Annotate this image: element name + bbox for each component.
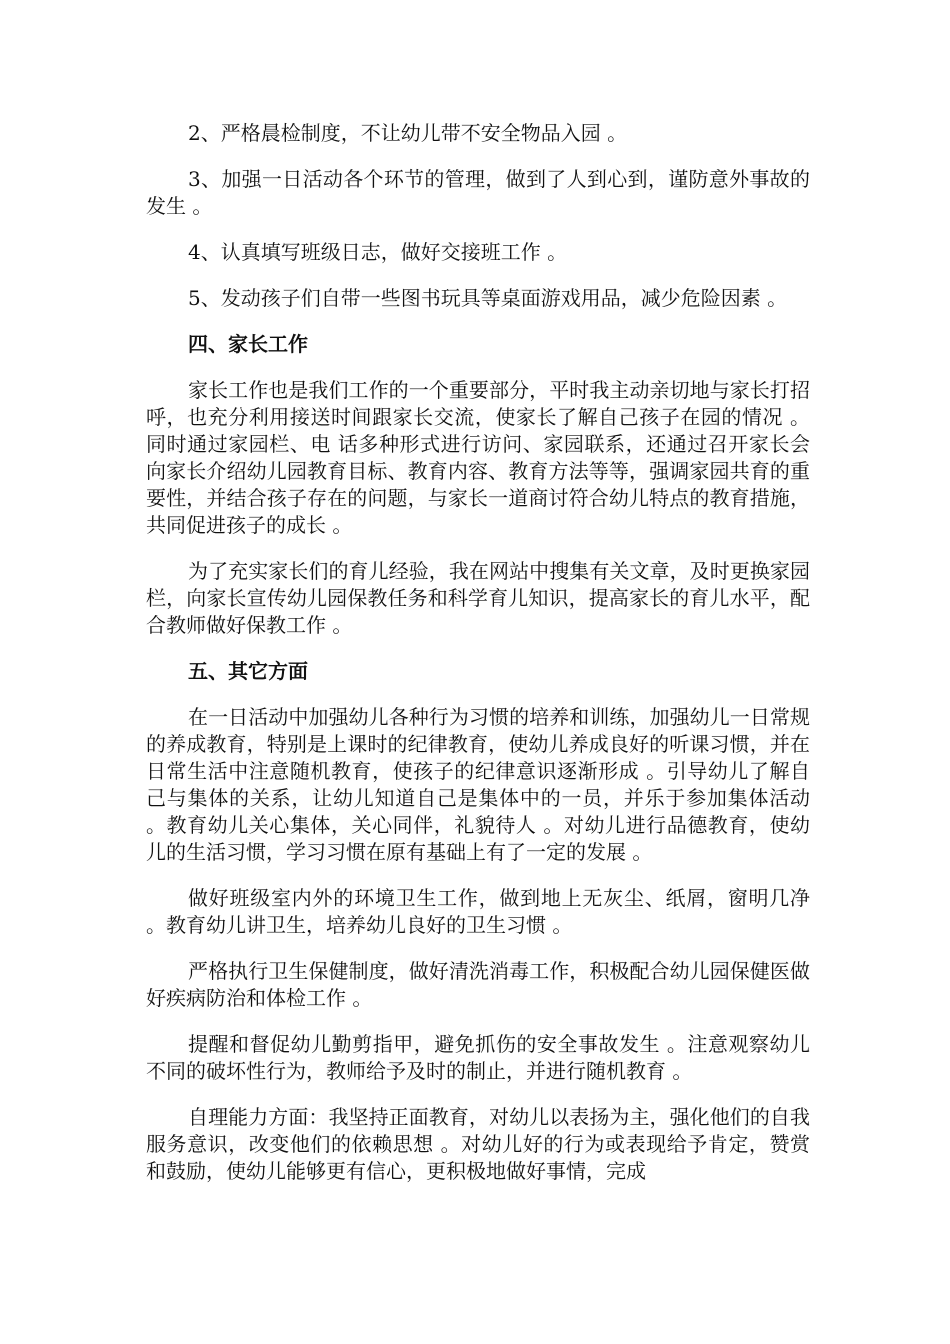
paragraph-parent-experience: 为了充实家长们的育儿经验，我在网站中搜集有关文章，及时更换家园栏，向家长宣传幼儿园保教任务和科学育儿知识，提高家长的育儿水平，配合教师做好保教工作 。 bbox=[146, 559, 810, 637]
section-heading-other-aspects: 五、其它方面 bbox=[188, 659, 308, 683]
paragraph-item-4: 4、认真填写班级日志，做好交接班工作 。 bbox=[188, 240, 568, 264]
paragraph-item-5: 5、发动孩子们自带一些图书玩具等桌面游戏用品，减少危险因素 。 bbox=[188, 286, 788, 310]
paragraph-safety-reminder: 提醒和督促幼儿勤剪指甲，避免抓伤的安全事故发生 。注意观察幼儿不同的破坏性行为，教师给予及时的制止，并进行随机教育 。 bbox=[146, 1032, 810, 1083]
paragraph-health-care: 严格执行卫生保健制度，做好清洗消毒工作，积极配合幼儿园保健医做好疾病防治和体检工作 。 bbox=[146, 959, 810, 1010]
paragraph-environment-hygiene: 做好班级室内外的环境卫生工作，做到地上无灰尘、纸屑，窗明几净 。教育幼儿讲卫生，培养幼儿良好的卫生习惯 。 bbox=[146, 886, 810, 937]
paragraph-parent-communication: 家长工作也是我们工作的一个重要部分，平时我主动亲切地与家长打招呼，也充分利用接送时间跟家长交流，使家长了解自己孩子在园的情况 。同时通过家园栏、电 话多种形式进行访问、家园联系，还通过召开家长会向家长介绍幼儿园教育目标、教育内容、教育方法等等，强调家园共育的重要性，并结合孩子存在的问题，与家长一道商讨符合幼儿特点的教育措施，共同促进孩子的成长 。 bbox=[146, 378, 810, 537]
paragraph-habit-training: 在一日活动中加强幼儿各种行为习惯的培养和训练，加强幼儿一日常规的养成教育，特别是上课时的纪律教育，使幼儿养成良好的听课习惯，并在日常生活中注意随机教育，使孩子的纪律意识逐渐形成 。引导幼儿了解自己与集体的关系，让幼儿知道自己是集体中的一员，并乐于参加集体活动 。教育幼儿关心集体，关心同伴，礼貌待人 。对幼儿进行品德教育，使幼儿的生活习惯，学习习惯在原有基础上有了一定的发展 。 bbox=[146, 705, 810, 864]
section-heading-parent-work: 四、家长工作 bbox=[188, 332, 308, 356]
paragraph-self-care: 自理能力方面：我坚持正面教育，对幼儿以表扬为主，强化他们的自我服务意识，改变他们的依赖思想 。对幼儿好的行为或表现给予肯定，赞赏和鼓励，使幼儿能够更有信心，更积极地做好事情，完成 bbox=[146, 1105, 810, 1183]
document-body bbox=[146, 120, 810, 1204]
paragraph-item-3: 3、加强一日活动各个环节的管理，做到了人到心到，谨防意外事故的发生 。 bbox=[146, 167, 810, 218]
paragraph-item-2: 2、严格晨检制度，不让幼儿带不安全物品入园 。 bbox=[188, 121, 628, 145]
